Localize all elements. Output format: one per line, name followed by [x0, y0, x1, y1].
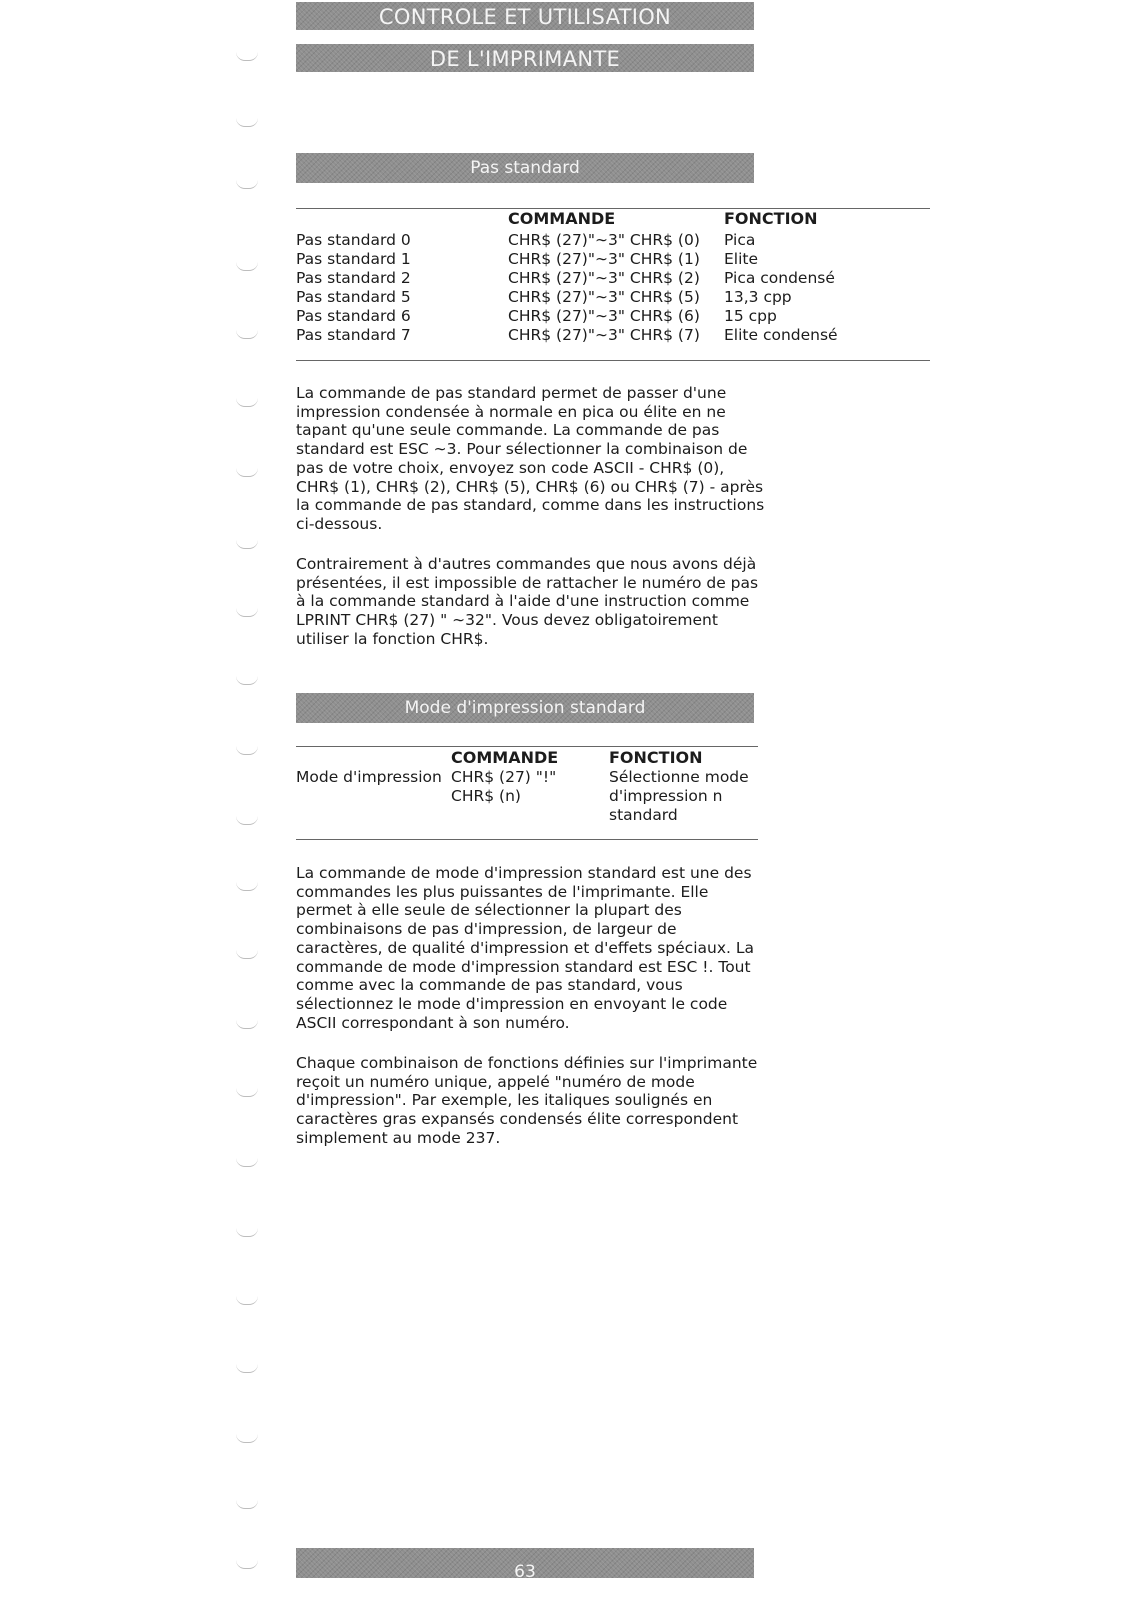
paragraph: Contrairement à d'autres commandes que nous avons déjà présentées, il est impossible de rattacher le numéro de pas à la commande standard à l'aide d'une instruction comme LPRINT CHR$ (27) " ∼32". Vous devez obligatoirement utiliser la fonction CHR$. — [296, 555, 759, 648]
row-function: Sélectionne mode — [609, 768, 749, 786]
binder-hole — [236, 1020, 258, 1029]
paragraph: La commande de mode d'impression standard est une des commandes les plus puissantes de l'imprimante. Elle permet à elle seule de sélectionner la plupart des combinaisons de pas d'impression, de largeur de caractères, de qualité d'impression et d'effets spéciaux. La commande de mode d'impression standard est ESC !. Tout comme avec la commande de pas standard, vous sélectionnez le mode d'impression en envoyant le code ASCII correspondant à son numéro. — [296, 864, 754, 1032]
binder-hole — [236, 608, 258, 617]
chapter-title-line2: DE L'IMPRIMANTE — [296, 44, 754, 72]
row-command: CHR$ (27)"∼3" CHR$ (7) — [508, 326, 700, 344]
binder-hole — [236, 262, 258, 271]
row-function: Pica — [724, 231, 756, 249]
binder-hole — [236, 1434, 258, 1443]
table-bottom-rule — [296, 839, 758, 840]
binder-hole — [236, 330, 258, 339]
chapter-title-line1: CONTROLE ET UTILISATION — [296, 2, 754, 30]
row-command: CHR$ (27)"∼3" CHR$ (6) — [508, 307, 700, 325]
binder-hole — [236, 540, 258, 549]
paragraph: La commande de pas standard permet de passer d'une impression condensée à normale en pica ou élite en ne tapant qu'une seule commande. La commande de pas standard est ESC ∼3. Pour sélectionner la combinaison de pas de votre choix, envoyez son code ASCII - CHR$ (0), CHR$ (1), CHR$ (2), CHR$ (5), CHR$ (6) ou CHR$ (7) - après la commande de pas standard, comme dans les instructions ci-dessous. — [296, 384, 765, 533]
binder-hole — [236, 1088, 258, 1097]
binder-hole — [236, 1296, 258, 1305]
binder-hole — [236, 676, 258, 685]
row-name: Pas standard 0 — [296, 231, 411, 249]
row-name: Mode d'impression — [296, 768, 442, 786]
col-header-function: FONCTION — [724, 209, 818, 228]
row-name: Pas standard 5 — [296, 288, 411, 306]
row-name: Pas standard 1 — [296, 250, 411, 268]
binder-hole — [236, 1158, 258, 1167]
row-function-cont: d'impression n — [609, 787, 723, 805]
page-number: 63 — [514, 1562, 536, 1578]
section-title-pas-standard: Pas standard — [296, 153, 754, 183]
binder-hole — [236, 1560, 258, 1569]
col-header-command: COMMANDE — [508, 209, 616, 228]
binder-hole — [236, 1500, 258, 1509]
row-function: Elite — [724, 250, 759, 268]
binder-hole-marks — [228, 0, 268, 1600]
row-command: CHR$ (27)"∼3" CHR$ (0) — [508, 231, 700, 249]
row-command: CHR$ (27)"∼3" CHR$ (2) — [508, 269, 700, 287]
binder-hole — [236, 1228, 258, 1237]
binder-hole — [236, 816, 258, 825]
row-name: Pas standard 2 — [296, 269, 411, 287]
binder-hole — [236, 398, 258, 407]
binder-hole — [236, 950, 258, 959]
table-top-rule — [296, 746, 758, 747]
page-number-bar — [296, 1548, 754, 1578]
binder-hole — [236, 882, 258, 891]
row-function: 15 cpp — [724, 307, 777, 325]
row-function: Elite condensé — [724, 326, 838, 344]
row-command: CHR$ (27)"∼3" CHR$ (1) — [508, 250, 700, 268]
binder-hole — [236, 746, 258, 755]
section-title-mode-impression: Mode d'impression standard — [296, 693, 754, 723]
col-header-function: FONCTION — [609, 748, 703, 767]
row-name: Pas standard 6 — [296, 307, 411, 325]
table-bottom-rule — [296, 360, 930, 361]
binder-hole — [236, 180, 258, 189]
row-function: Pica condensé — [724, 269, 835, 287]
row-command-cont: CHR$ (n) — [451, 787, 521, 805]
row-command: CHR$ (27) "!" — [451, 768, 557, 786]
binder-hole — [236, 1364, 258, 1373]
row-command: CHR$ (27)"∼3" CHR$ (5) — [508, 288, 700, 306]
binder-hole — [236, 52, 258, 61]
row-function-cont: standard — [609, 806, 678, 824]
binder-hole — [236, 468, 258, 477]
row-function: 13,3 cpp — [724, 288, 792, 306]
row-name: Pas standard 7 — [296, 326, 411, 344]
col-header-command: COMMANDE — [451, 748, 559, 767]
binder-hole — [236, 118, 258, 127]
paragraph: Chaque combinaison de fonctions définies sur l'imprimante reçoit un numéro unique, appelé "numéro de mode d'impression". Par exemple, les italiques soulignés en caractères gras expansés condensés élite correspondent simplement au mode 237. — [296, 1054, 758, 1147]
